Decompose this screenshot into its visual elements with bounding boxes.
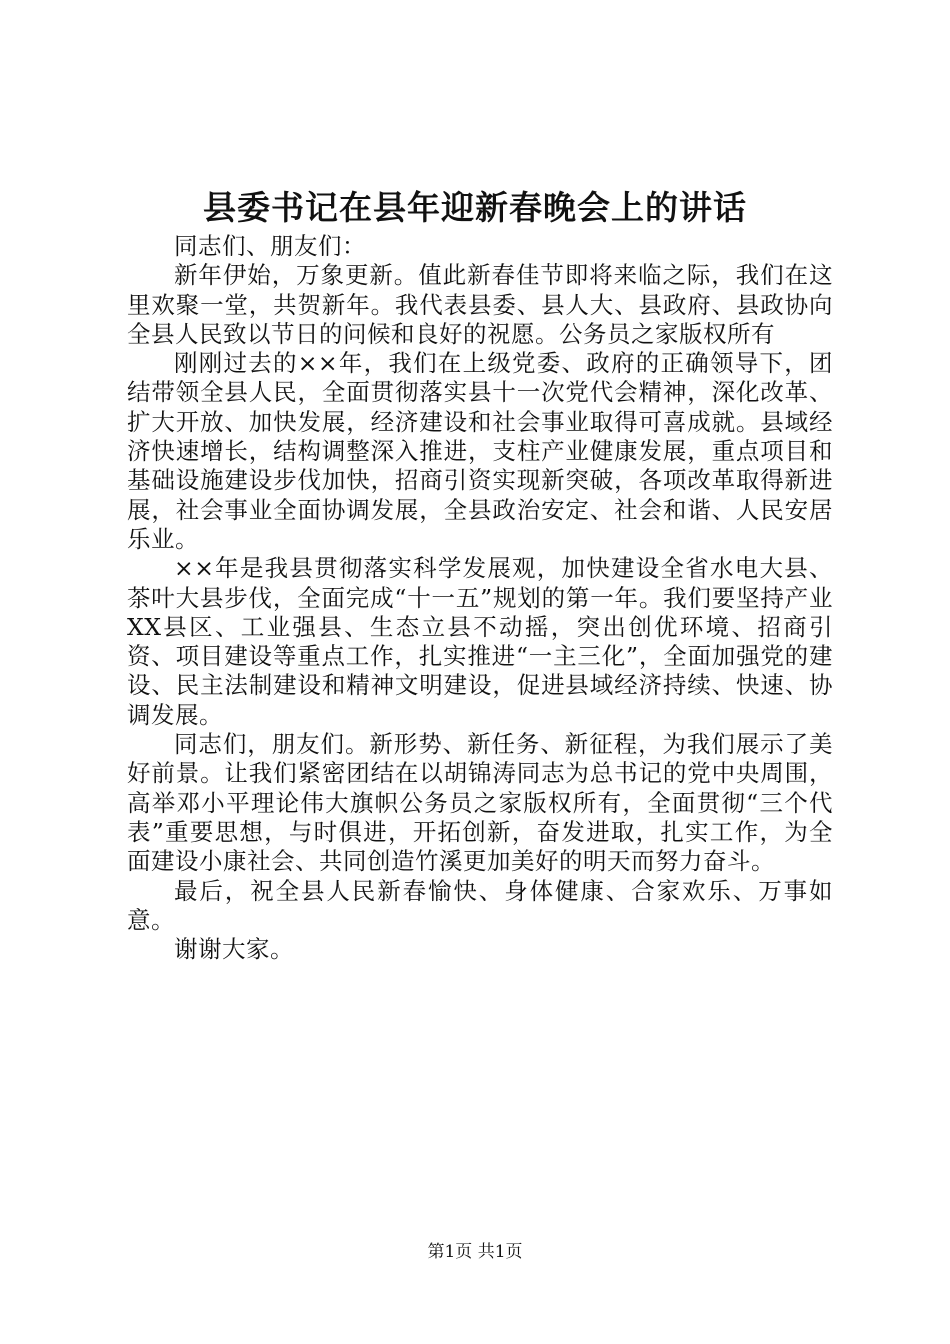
document-title: 县委书记在县年迎新春晚会上的讲话	[203, 188, 747, 227]
paragraph-new-year-greeting: 新年伊始，万象更新。值此新春佳节即将来临之际，我们在这里欢聚一堂，共贺新年。我代表县委、县人大、县政府、县政协向全县人民致以节日的问候和良好的祝愿。公务员之家版权所有	[127, 261, 833, 348]
salutation: 同志们、朋友们：	[174, 232, 366, 260]
paragraph-past-year-review: 刚刚过去的××年，我们在上级党委、政府的正确领导下，团结带领全县人民，全面贯彻落实县十一次党代会精神，深化改革、扩大开放、加快发展，经济建设和社会事业取得可喜成就。县域经济快速增长，结构调整深入推进，支柱产业健康发展，重点项目和基础设施建设步伐加快，招商引资实现新突破，各项改革取得新进展，社会事业全面协调发展，全县政治安定、社会和谐、人民安居乐业。	[127, 349, 833, 553]
paragraph-coming-year-goals: ××年是我县贯彻落实科学发展观，加快建设全省水电大县、茶叶大县步伐，全面完成“十一五”规划的第一年。我们要坚持产业XX县区、工业强县、生态立县不动摇，突出创优环境、招商引资、项目建设等重点工作，扎实推进“一主三化”，全面加强党的建设、民主法制建设和精神文明建设，促进县域经济持续、快速、协调发展。	[127, 554, 833, 729]
page-number-footer: 第1页 共1页	[427, 1242, 523, 1262]
paragraph-final-wishes: 最后，祝全县人民新春愉快、身体健康、合家欢乐、万事如意。	[127, 876, 833, 934]
closing-thanks: 谢谢大家。	[174, 935, 294, 964]
document-body	[127, 232, 833, 964]
paragraph-call-to-action: 同志们，朋友们。新形势、新任务、新征程，为我们展示了美好前景。让我们紧密团结在以胡锦涛同志为总书记的党中央周围，高举邓小平理论伟大旗帜公务员之家版权所有，全面贯彻“三个代表”重要思想，与时俱进，开拓创新，奋发进取，扎实工作，为全面建设小康社会、共同创造竹溪更加美好的明天而努力奋斗。	[127, 730, 833, 876]
